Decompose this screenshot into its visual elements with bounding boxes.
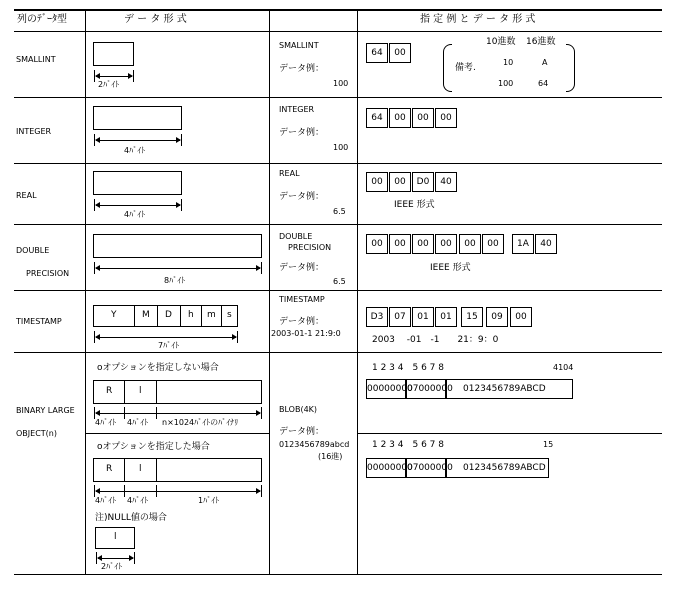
header-data-format: デ ー タ 形 式 <box>124 14 187 25</box>
byte-cell: D0 <box>412 172 434 192</box>
header-column-type: 列のﾃﾞｰﾀ型 <box>17 14 67 25</box>
example-label: データ例： <box>279 427 325 437</box>
byte-positions: 1 2 3 4 5 6 7 8 <box>372 440 444 450</box>
blob-inner-divider <box>86 433 269 434</box>
note-header-dec: 10進数 <box>486 37 516 47</box>
example-label: データ例： <box>279 64 325 74</box>
example-label: データ例： <box>279 317 325 327</box>
byte-positions: 1 2 3 4 5 6 7 8 <box>372 363 444 373</box>
example-label: データ例： <box>279 128 325 138</box>
real-field-box <box>93 171 182 195</box>
byte-cell: 00 <box>510 307 532 327</box>
blob-data-cell: 00000000 <box>366 379 406 399</box>
byte-cell: 1A <box>512 234 534 254</box>
spec-timestamp: TIMESTAMP <box>279 295 325 304</box>
size-label: 4ﾊﾞｲﾄ <box>124 146 146 155</box>
option-on-title: oオプションを指定した場合 <box>97 442 210 452</box>
note-value: 100 <box>498 79 514 88</box>
byte-cell: 00 <box>389 234 411 254</box>
note-label: 備考. <box>455 63 476 73</box>
example-note: (16進) <box>318 452 343 461</box>
byte-cell: 00 <box>389 172 411 192</box>
size-label: n×1024ﾊﾞｲﾄのﾊﾞｲﾅﾘ <box>162 418 239 427</box>
example-value: 2003-01-1 21:9:0 <box>271 329 341 338</box>
type-label-object: OBJECT(n) <box>16 429 57 438</box>
byte-cell: D3 <box>366 307 388 327</box>
type-label-real: REAL <box>16 191 37 200</box>
byte-cell: 01 <box>435 307 457 327</box>
type-label-timestamp: TIMESTAMP <box>16 317 62 326</box>
smallint-field-box <box>93 42 134 66</box>
note-bracket-left <box>443 44 452 92</box>
byte-end-position: 4104 <box>553 363 574 372</box>
spec-precision: PRECISION <box>288 243 332 252</box>
size-label: 7ﾊﾞｲﾄ <box>158 341 180 350</box>
table-bottom-border <box>14 574 662 575</box>
spec-blob: BLOB(4K) <box>279 405 318 414</box>
spec-smallint: SMALLINT <box>279 41 319 50</box>
type-label-double: DOUBLE <box>16 246 50 255</box>
ts-field-day: D <box>165 310 172 320</box>
example-label: データ例： <box>279 192 325 202</box>
null-field-l: l <box>114 532 117 542</box>
header-bottom-border <box>14 31 662 32</box>
blob-inner-divider <box>358 433 662 434</box>
byte-cell: 09 <box>486 307 508 327</box>
byte-cell: 00 <box>366 234 388 254</box>
example-value: 100 <box>333 79 349 88</box>
note-header-hex: 16進数 <box>526 37 556 47</box>
byte-cell: 07 <box>389 307 411 327</box>
size-label: 4ﾊﾞｲﾄ <box>124 210 146 219</box>
blob-field-l: l <box>139 386 142 396</box>
byte-cell: 40 <box>535 234 557 254</box>
spec-double: DOUBLE <box>279 232 313 241</box>
header-example-format: 指 定 例 と デ ー タ 形 式 <box>420 14 536 25</box>
example-value: 100 <box>333 143 349 152</box>
table-top-border <box>14 9 662 11</box>
blob-field-r: R <box>106 386 113 396</box>
size-label: 1ﾊﾞｲﾄ <box>198 496 220 505</box>
ts-field-minute: m <box>207 310 216 320</box>
byte-cell: 64 <box>366 43 388 63</box>
byte-cell: 00 <box>482 234 504 254</box>
byte-cell: 40 <box>435 172 457 192</box>
blob-field-box <box>93 458 262 482</box>
size-label: 4ﾊﾞｲﾄ <box>95 496 117 505</box>
ts-field-year: Y <box>111 310 117 320</box>
size-label: 2ﾊﾞｲﾄ <box>101 562 123 571</box>
note-bracket-right <box>566 44 575 92</box>
note-value: A <box>542 58 548 67</box>
byte-cell: 15 <box>461 307 483 327</box>
null-note: 注)NULL値の場合 <box>95 513 167 523</box>
timestamp-decoded: 2003 -01 -1 21：9：0 <box>372 335 499 345</box>
byte-end-position: 15 <box>543 440 554 449</box>
row-divider <box>14 290 662 291</box>
byte-cell: 01 <box>412 307 434 327</box>
byte-cell: 64 <box>366 108 388 128</box>
blob-data-cell: 0123456789ABCD <box>446 379 573 399</box>
byte-cell: 00 <box>435 108 457 128</box>
format-label: IEEE 形式 <box>430 263 471 273</box>
size-label: 4ﾊﾞｲﾄ <box>127 418 149 427</box>
row-divider <box>14 97 662 98</box>
byte-cell: 00 <box>412 234 434 254</box>
row-divider <box>14 163 662 164</box>
byte-cell: 00 <box>412 108 434 128</box>
blob-field-box <box>93 380 262 404</box>
example-value: 6.5 <box>333 277 346 286</box>
spec-real: REAL <box>279 169 300 178</box>
ts-field-month: M <box>142 310 150 320</box>
row-divider <box>14 224 662 225</box>
byte-cell: 00 <box>389 43 411 63</box>
byte-cell: 00 <box>366 172 388 192</box>
size-label: 4ﾊﾞｲﾄ <box>127 496 149 505</box>
example-value: 0123456789abcd <box>279 440 350 449</box>
ts-field-hour: h <box>188 310 194 320</box>
size-label: 8ﾊﾞｲﾄ <box>164 276 186 285</box>
size-label: 4ﾊﾞｲﾄ <box>95 418 117 427</box>
ts-field-second: s <box>227 310 232 320</box>
blob-data-cell: 0123456789ABCD <box>446 458 549 478</box>
note-value: 10 <box>503 58 514 67</box>
column-divider <box>357 9 358 575</box>
note-value: 64 <box>538 79 549 88</box>
type-label-precision: PRECISION <box>26 269 70 278</box>
blob-data-cell: 07000000 <box>406 379 446 399</box>
row-divider <box>14 352 662 353</box>
byte-cell: 00 <box>389 108 411 128</box>
option-off-title: oオプションを指定しない場合 <box>97 363 219 373</box>
blob-field-l: l <box>139 464 142 474</box>
integer-field-box <box>93 106 182 130</box>
type-label-smallint: SMALLINT <box>16 55 56 64</box>
size-label: 2ﾊﾞｲﾄ <box>98 80 120 89</box>
byte-cell: 00 <box>435 234 457 254</box>
example-label: データ例： <box>279 263 325 273</box>
type-label-blob: BINARY LARGE <box>16 406 75 415</box>
example-value: 6.5 <box>333 207 346 216</box>
double-field-box <box>93 234 262 258</box>
byte-cell: 00 <box>459 234 481 254</box>
column-divider <box>85 9 86 575</box>
format-label: IEEE 形式 <box>394 200 435 210</box>
column-divider <box>269 9 270 575</box>
type-label-integer: INTEGER <box>16 127 52 136</box>
spec-integer: INTEGER <box>279 105 315 114</box>
blob-field-r: R <box>106 464 113 474</box>
blob-data-cell: 07000000 <box>406 458 446 478</box>
blob-data-cell: 00000000 <box>366 458 406 478</box>
